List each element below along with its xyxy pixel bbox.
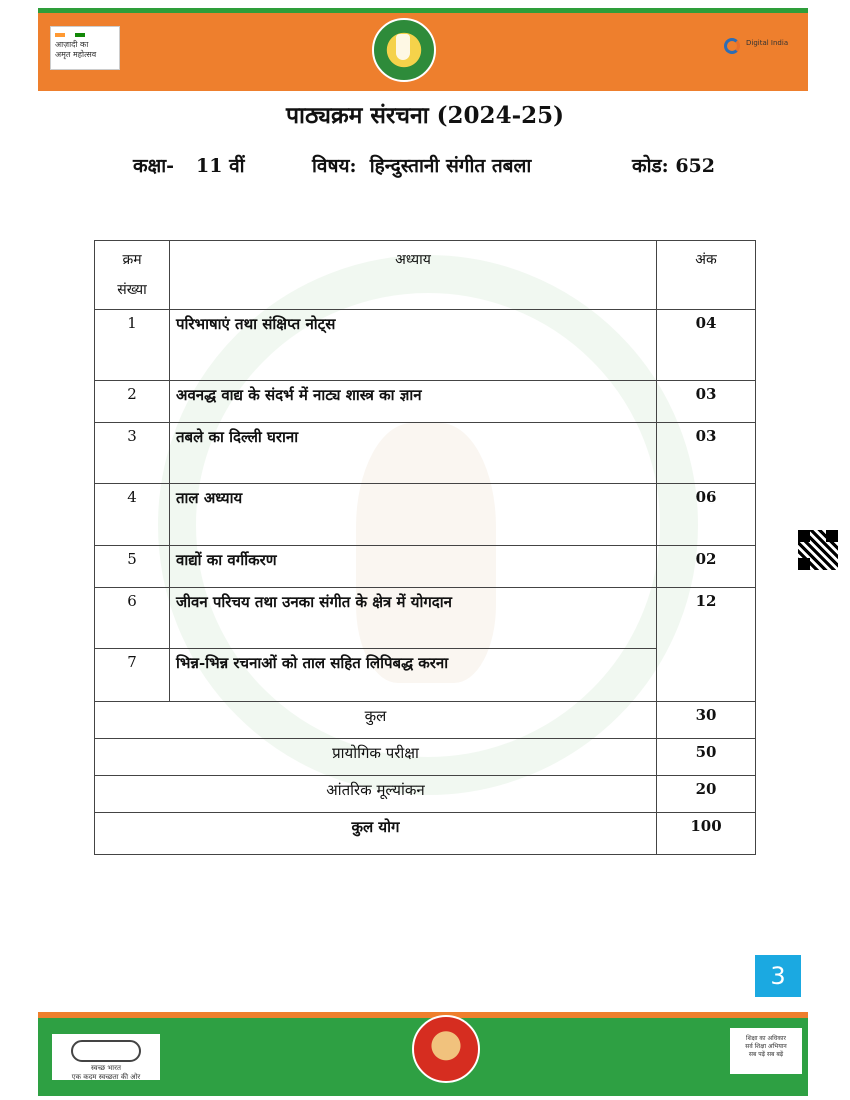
grand-total-label: कुल योग [95,813,657,855]
swachh-line3: एक कदम स्वच्छता की ओर [71,1073,141,1081]
row-chapter: अवनद्ध वाद्य के संदर्भ में नाट्य शास्त्र का ज्ञान [170,381,657,423]
code-info [632,152,715,178]
digital-india-ring-icon [724,38,740,54]
code-value: 652 [675,155,715,177]
table-row [95,423,756,484]
row-serial: 1 [95,310,170,381]
serial-header-line1: क्रम [122,252,142,268]
table-row [95,588,756,649]
swachh-bharat-logo [52,1034,160,1080]
marks-header: अंक [657,241,756,310]
row-serial: 3 [95,423,170,484]
table-row [95,381,756,423]
beti-bachao-logo [412,1015,480,1083]
rte-line1: शिक्षा का अधिकार [746,1035,786,1042]
table-row [95,546,756,588]
class-info [133,152,245,178]
row-marks-merged: 12 [657,588,756,702]
row-serial: 2 [95,381,170,423]
row-marks: 03 [657,423,756,484]
grand-total-row [95,813,756,855]
serial-header-line2: संख्या [117,282,147,298]
swachh-line1: स्वच्छ [91,1064,106,1072]
row-serial: 6 [95,588,170,649]
subject-value: हिन्दुस्तानी संगीत तबला [369,155,532,177]
digital-india-logo [724,36,808,58]
total-row [95,702,756,739]
page-title: पाठ्यक्रम संरचना (2024-25) [285,102,565,129]
class-label: कक्षा- [133,155,175,177]
left-logo-line1: आज़ादी का [55,40,89,49]
syllabus-table [94,240,756,855]
swachh-line2: भारत [107,1064,121,1072]
practical-marks: 50 [657,739,756,776]
row-chapter: तबले का दिल्ली घराना [170,423,657,484]
internal-assessment-label: आंतरिक मूल्यांकन [95,776,657,813]
grand-total-marks: 100 [657,813,756,855]
internal-assessment-row [95,776,756,813]
chapter-header: अध्याय [170,241,657,310]
rte-line2: सर्व शिक्षा अभियान [745,1043,787,1050]
total-marks: 30 [657,702,756,739]
row-serial: 7 [95,649,170,702]
total-label: कुल [95,702,657,739]
right-to-education-logo [730,1028,802,1074]
code-label: कोड: [632,155,669,177]
rte-line3: सब पढ़ें सब बढ़ें [748,1051,784,1058]
internal-assessment-marks: 20 [657,776,756,813]
row-marks: 06 [657,484,756,546]
left-logo-line2: अमृत महोत्सव [55,50,97,59]
digital-india-text: Digital India [746,39,789,47]
practical-row [95,739,756,776]
row-serial: 4 [95,484,170,546]
page-number: 3 [755,955,801,997]
row-marks: 02 [657,546,756,588]
row-serial: 5 [95,546,170,588]
azadi-ka-amrit-mahotsav-logo [50,26,120,70]
glasses-icon [71,1040,141,1062]
row-marks: 04 [657,310,756,381]
row-marks: 03 [657,381,756,423]
table-row [95,310,756,381]
row-chapter: जीवन परिचय तथा उनका संगीत के क्षेत्र में योगदान [170,588,657,649]
row-chapter: भिन्न-भिन्न रचनाओं को ताल सहित लिपिबद्ध करना [170,649,657,702]
table-row [95,649,756,702]
practical-label: प्रायोगिक परीक्षा [95,739,657,776]
board-seal-logo [372,18,436,82]
tricolor-ribbon-icon [55,33,85,37]
row-chapter: परिभाषाएं तथा संक्षिप्त नोट्स [170,310,657,381]
subject-info [312,152,531,178]
table-row [95,484,756,546]
row-chapter: वाद्यों का वर्गीकरण [170,546,657,588]
class-value: 11 वीं [196,155,245,177]
subject-label: विषय: [312,155,357,177]
row-chapter: ताल अध्याय [170,484,657,546]
serial-header [95,241,170,310]
qr-code-icon[interactable] [798,530,838,570]
table-header-row [95,241,756,310]
